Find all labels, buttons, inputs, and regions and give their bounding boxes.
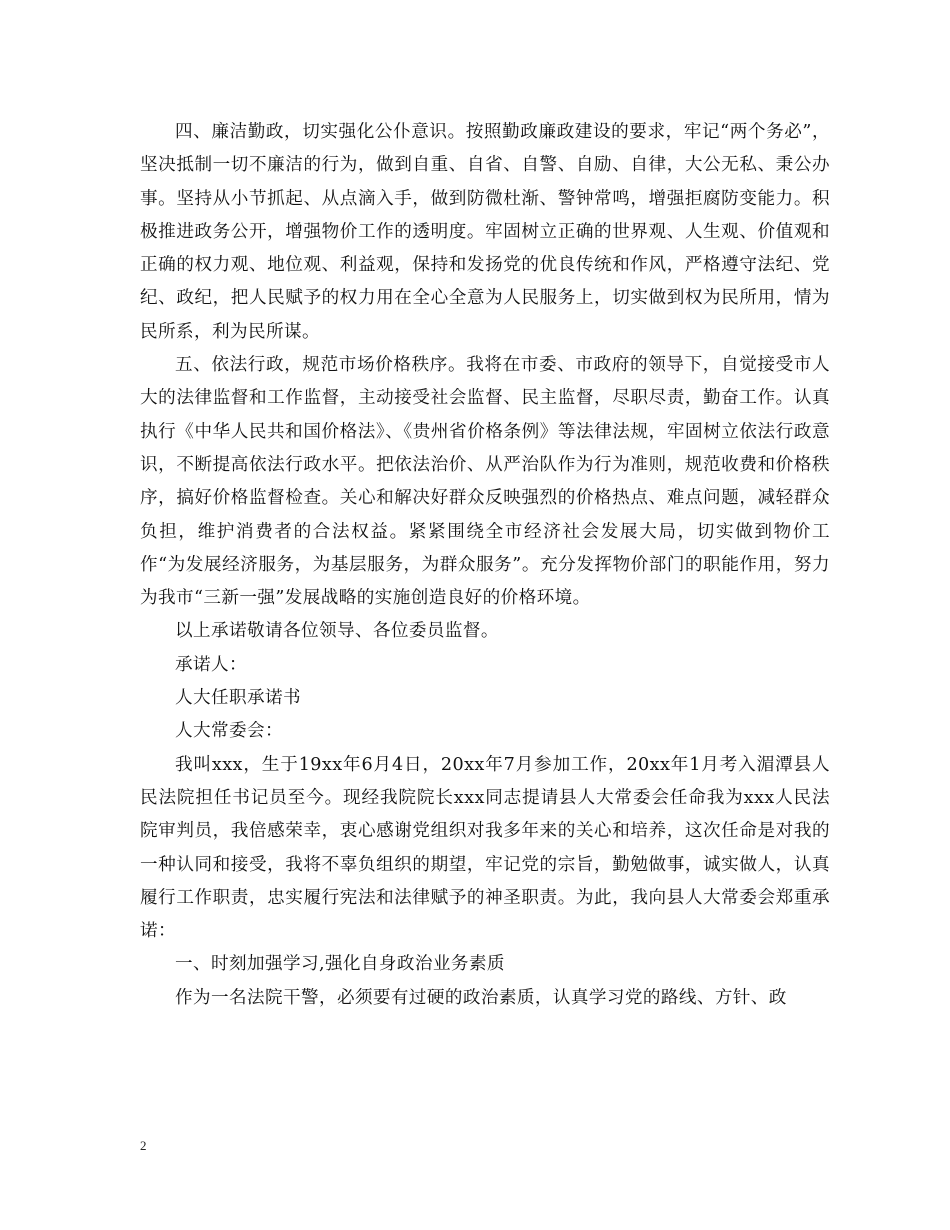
- document-body: [140, 116, 830, 1015]
- paragraph-clean-governance: 四、廉洁勤政，切实强化公仆意识。按照勤政廉政建设的要求，牢记“两个务必”，坚决抵制一切不廉洁的行为，做到自重、自省、自警、自励、自律，大公无私、秉公办事。坚持从小节抓起、从点滴入手，做到防微杜渐、警钟常鸣，增强拒腐防变能力。积极推进政务公开，增强物价工作的透明度。牢固树立正确的世界观、人生观、价值观和正确的权力观、地位观、利益观，保持和发扬党的优良传统和作风，严格遵守法纪、党纪、政纪，把人民赋予的权力用在全心全意为人民服务上，切实做到权为民所用，情为民所系，利为民所谋。: [140, 122, 830, 342]
- paragraph-section-heading: 一、时刻加强学习,强化自身政治业务素质: [175, 954, 505, 975]
- paragraph-salutation: 人大常委会：: [175, 721, 283, 742]
- paragraph-lawful-administration: 五、依法行政，规范市场价格秩序。我将在市委、市政府的领导下，自觉接受市人大的法律监督和工作监督，主动接受社会监督、民主监督，尽职尽责，勤奋工作。认真执行《中华人民共和国价格法》、《贵州省价格条例》等法律法规，牢固树立依法行政意识，不断提高依法行政水平。把依法治价、从严治队作为行为准则，规范收费和价格秩序，搞好价格监督检查。关心和解决好群众反映强烈的价格热点、难点问题，减轻群众负担，维护消费者的合法权益。紧紧围绕全市经济社会发展大局，切实做到物价工作“为发展经济服务，为基层服务，为群众服务”。充分发挥物价部门的职能作用，努力为我市“三新一强”发展战略的实施创造良好的价格环境。: [140, 355, 830, 609]
- paragraph-introduction: 我叫xxx，生于19xx年6月4日，20xx年7月参加工作，20xx年1月考入湄潭县人民法院担任书记员至今。现经我院院长xxx同志提请县人大常委会任命我为xxx人民法院审判员，我倍感荣幸，衷心感谢党组织对我多年来的关心和培养，这次任命是对我的一种认同和接受，我将不辜负组织的期望，牢记党的宗旨，勤勉做事，诚实做人，认真履行工作职责，忠实履行宪法和法律赋予的神圣职责。为此，我向县人大常委会郑重承诺：: [140, 754, 830, 942]
- paragraph-supervision-request: 以上承诺敬请各位领导、各位委员监督。: [175, 621, 499, 642]
- paragraph-pledger: 承诺人：: [175, 654, 247, 675]
- paragraph-title: 人大任职承诺书: [175, 688, 301, 709]
- page-number: 2: [140, 1138, 147, 1153]
- paragraph-political-quality: 作为一名法院干警，必须要有过硬的政治素质，认真学习党的路线、方针、政: [175, 987, 787, 1008]
